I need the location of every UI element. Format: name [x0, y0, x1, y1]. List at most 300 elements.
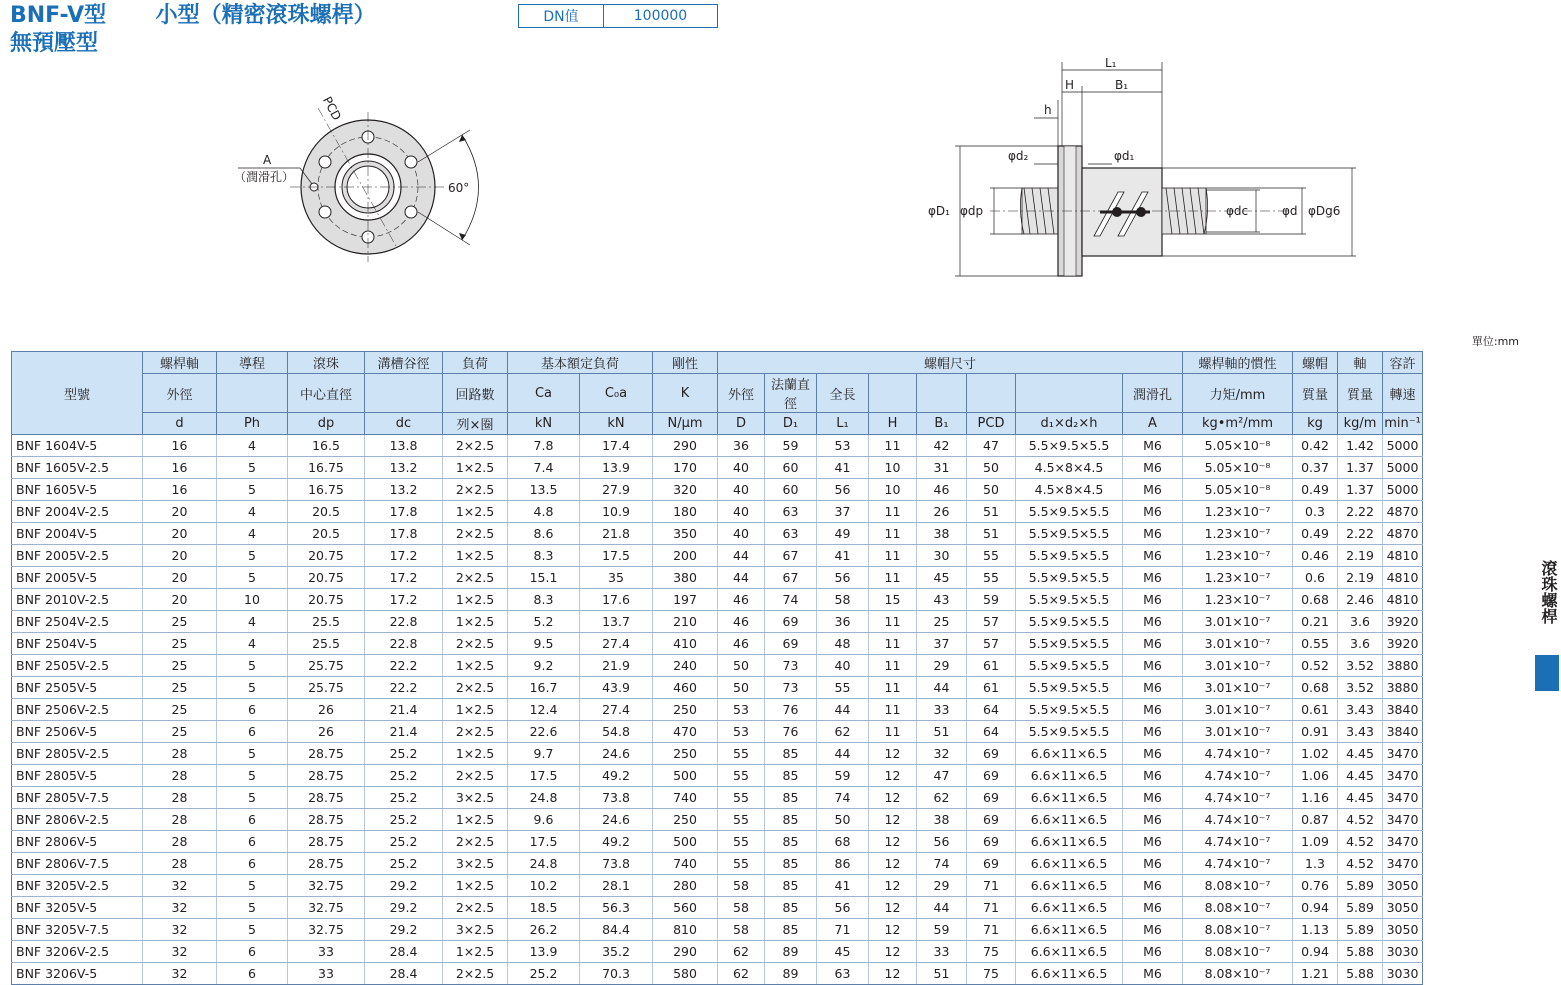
table-cell: 60 [765, 457, 817, 479]
table-cell: M6 [1123, 963, 1183, 985]
table-cell: 53 [718, 699, 765, 721]
table-cell: 29.2 [365, 919, 443, 941]
table-cell: 0.21 [1293, 611, 1338, 633]
table-cell: 0.68 [1293, 589, 1338, 611]
table-cell: 21.8 [580, 523, 653, 545]
table-cell: 46 [917, 479, 967, 501]
table-cell: 17.5 [508, 831, 580, 853]
table-cell: 5.5×9.5×5.5 [1016, 523, 1123, 545]
table-cell: 4.74×10⁻⁷ [1183, 831, 1293, 853]
table-cell: 3.01×10⁻⁷ [1183, 721, 1293, 743]
col-shaft-mass-3: kg/m [1338, 413, 1383, 435]
table-cell: 8.08×10⁻⁷ [1183, 941, 1293, 963]
table-cell: 25.2 [365, 765, 443, 787]
table-cell: 4.5×8×4.5 [1016, 457, 1123, 479]
table-cell: 11 [869, 633, 917, 655]
table-cell: 1×2.5 [443, 589, 508, 611]
table-cell: 49.2 [580, 831, 653, 853]
table-cell: 12 [869, 853, 917, 875]
col-nut-mass-3: kg [1293, 413, 1338, 435]
table-cell: 2×2.5 [443, 633, 508, 655]
table-cell: 3.43 [1338, 721, 1383, 743]
model-cell: BNF 2505V-5 [12, 677, 143, 699]
table-row [12, 435, 1423, 457]
table-cell: 6 [217, 721, 288, 743]
table-cell: 50 [967, 479, 1016, 501]
table-cell: 25.2 [365, 787, 443, 809]
table-cell: 15 [869, 589, 917, 611]
col-shaft-mass-2: 質量 [1338, 374, 1383, 413]
model-cell: BNF 2004V-2.5 [12, 501, 143, 523]
table-cell: 32.75 [288, 875, 365, 897]
table-cell: 5.5×9.5×5.5 [1016, 567, 1123, 589]
table-cell: 4.45 [1338, 765, 1383, 787]
table-cell: 2×2.5 [443, 897, 508, 919]
table-cell: 24.8 [508, 853, 580, 875]
table-cell: 28 [143, 787, 217, 809]
table-cell: 4810 [1383, 589, 1423, 611]
table-cell: 6 [217, 699, 288, 721]
table-cell: 51 [917, 721, 967, 743]
table-cell: 4 [217, 501, 288, 523]
table-cell: 56 [917, 831, 967, 853]
table-cell: 8.08×10⁻⁷ [1183, 963, 1293, 985]
dim-b1-label: B₁ [1115, 78, 1129, 92]
table-cell: 22.8 [365, 611, 443, 633]
table-row [12, 567, 1423, 589]
table-cell: 1.21 [1293, 963, 1338, 985]
col-nut-d-1: 外徑 [718, 374, 765, 413]
table-cell: 2×2.5 [443, 831, 508, 853]
table-cell: 32 [143, 875, 217, 897]
table-cell: 55 [718, 743, 765, 765]
table-cell: 3.6 [1338, 633, 1383, 655]
spec-table [11, 351, 1423, 985]
table-cell: 58 [718, 875, 765, 897]
table-cell: 62 [817, 721, 869, 743]
table-cell: 32 [143, 897, 217, 919]
table-cell: 63 [765, 523, 817, 545]
table-cell: 460 [653, 677, 718, 699]
table-cell: 5.88 [1338, 941, 1383, 963]
table-cell: 3920 [1383, 633, 1423, 655]
table-row [12, 655, 1423, 677]
table-row [12, 479, 1423, 501]
table-row [12, 523, 1423, 545]
table-cell: 62 [718, 941, 765, 963]
table-cell: 71 [817, 919, 869, 941]
table-cell: 25.2 [365, 743, 443, 765]
table-cell: 44 [817, 743, 869, 765]
table-cell: 59 [917, 919, 967, 941]
table-cell: 1×2.5 [443, 743, 508, 765]
model-series-title: BNF-V型 [10, 3, 107, 28]
table-cell: 42 [917, 435, 967, 457]
table-cell: M6 [1123, 699, 1183, 721]
table-cell: M6 [1123, 919, 1183, 941]
preload-type-subtitle: 無預壓型 [10, 31, 99, 56]
table-cell: 290 [653, 435, 718, 457]
table-cell: 35 [580, 567, 653, 589]
table-cell: 580 [653, 963, 718, 985]
col-shaft-od-1: 螺桿軸 [143, 352, 217, 374]
table-cell: 1.09 [1293, 831, 1338, 853]
col-c0a-1: C₀a [580, 374, 653, 413]
table-cell: 38 [917, 523, 967, 545]
table-cell: 56.3 [580, 897, 653, 919]
table-cell: 4.74×10⁻⁷ [1183, 809, 1293, 831]
table-cell: 2.19 [1338, 545, 1383, 567]
table-cell: 5.05×10⁻⁸ [1183, 457, 1293, 479]
col-rigidity-2: K [653, 374, 718, 413]
table-cell: 85 [765, 853, 817, 875]
table-cell: 62 [917, 787, 967, 809]
table-cell: 8.08×10⁻⁷ [1183, 897, 1293, 919]
table-cell: 27.4 [580, 633, 653, 655]
table-cell: 55 [718, 765, 765, 787]
table-cell: 200 [653, 545, 718, 567]
table-cell: M6 [1123, 567, 1183, 589]
table-cell: 0.49 [1293, 523, 1338, 545]
table-row [12, 897, 1423, 919]
table-cell: 4.74×10⁻⁷ [1183, 787, 1293, 809]
table-cell: 89 [765, 963, 817, 985]
table-cell: 28.4 [365, 963, 443, 985]
col-nut-l1-1: 全長 [817, 374, 869, 413]
dim-dc-label: φdc [1226, 204, 1249, 218]
table-cell: 12 [869, 743, 917, 765]
table-cell: 86 [817, 853, 869, 875]
table-row [12, 743, 1423, 765]
col-nut-holes-2: d₁×d₂×h [1016, 413, 1123, 435]
table-cell: 250 [653, 699, 718, 721]
table-cell: 2×2.5 [443, 721, 508, 743]
table-cell: 5000 [1383, 479, 1423, 501]
table-cell: 33 [288, 963, 365, 985]
table-row [12, 963, 1423, 985]
table-cell: 69 [765, 633, 817, 655]
table-row [12, 721, 1423, 743]
table-cell: 71 [967, 875, 1016, 897]
table-cell: 9.5 [508, 633, 580, 655]
table-cell: 10 [869, 479, 917, 501]
table-row [12, 831, 1423, 853]
table-cell: 59 [967, 589, 1016, 611]
table-cell: 85 [765, 919, 817, 941]
table-cell: 21.4 [365, 721, 443, 743]
table-cell: 57 [967, 633, 1016, 655]
col-ball-center-3: dp [288, 413, 365, 435]
table-cell: 85 [765, 743, 817, 765]
table-cell: 4.45 [1338, 743, 1383, 765]
table-cell: 41 [817, 545, 869, 567]
table-cell: 5.5×9.5×5.5 [1016, 589, 1123, 611]
table-cell: 810 [653, 919, 718, 941]
dim-l1-label: L₁ [1105, 56, 1117, 70]
col-speed-3: min⁻¹ [1383, 413, 1423, 435]
table-cell: 85 [765, 875, 817, 897]
table-cell: 40 [817, 655, 869, 677]
col-lead-1: 導程 [217, 352, 288, 374]
table-cell: 5 [217, 479, 288, 501]
col-speed-2: 轉速 [1383, 374, 1423, 413]
model-cell: BNF 2504V-5 [12, 633, 143, 655]
table-cell: 1×2.5 [443, 501, 508, 523]
table-cell: 5.05×10⁻⁸ [1183, 479, 1293, 501]
table-cell: 6.6×11×6.5 [1016, 765, 1123, 787]
model-cell: BNF 2806V-7.5 [12, 853, 143, 875]
table-cell: 25.5 [288, 611, 365, 633]
table-cell: 85 [765, 831, 817, 853]
table-row [12, 941, 1423, 963]
table-cell: 12 [869, 963, 917, 985]
table-cell: 5 [217, 457, 288, 479]
table-cell: 740 [653, 787, 718, 809]
table-cell: 3470 [1383, 743, 1423, 765]
table-cell: 1.23×10⁻⁷ [1183, 523, 1293, 545]
table-cell: 6.6×11×6.5 [1016, 853, 1123, 875]
table-cell: 64 [967, 699, 1016, 721]
table-cell: 0.49 [1293, 479, 1338, 501]
table-cell: 1.23×10⁻⁷ [1183, 545, 1293, 567]
model-cell: BNF 3206V-2.5 [12, 941, 143, 963]
table-cell: 380 [653, 567, 718, 589]
table-cell: 29.2 [365, 897, 443, 919]
table-cell: 3470 [1383, 831, 1423, 853]
table-cell: 5.05×10⁻⁸ [1183, 435, 1293, 457]
table-cell: 44 [718, 545, 765, 567]
section-side-tab[interactable]: 滾珠螺桿 [1539, 560, 1558, 624]
table-cell: 73.8 [580, 787, 653, 809]
table-cell: 17.8 [365, 523, 443, 545]
table-cell: 250 [653, 743, 718, 765]
table-cell: 61 [967, 655, 1016, 677]
table-cell: 55 [817, 677, 869, 699]
table-cell: 11 [869, 545, 917, 567]
table-cell: 28.75 [288, 765, 365, 787]
table-cell: 37 [817, 501, 869, 523]
table-cell: 18.5 [508, 897, 580, 919]
table-cell: 40 [718, 523, 765, 545]
table-row [12, 611, 1423, 633]
model-cell: BNF 2004V-5 [12, 523, 143, 545]
table-cell: 3.52 [1338, 655, 1383, 677]
col-nut-lube-1: 潤滑孔 [1123, 374, 1183, 413]
lube-hole-note: （潤滑孔） [234, 170, 295, 184]
table-cell: 7.8 [508, 435, 580, 457]
table-cell: 13.8 [365, 435, 443, 457]
table-cell: 3.01×10⁻⁷ [1183, 633, 1293, 655]
table-cell: 32.75 [288, 919, 365, 941]
table-cell: 210 [653, 611, 718, 633]
table-cell: 6.6×11×6.5 [1016, 919, 1123, 941]
table-cell: 55 [967, 567, 1016, 589]
table-cell: 28.75 [288, 831, 365, 853]
table-cell: 20.5 [288, 501, 365, 523]
series-description: 小型（精密滾珠螺桿） [155, 3, 376, 28]
col-speed-1: 容許 [1383, 352, 1423, 374]
table-cell: 500 [653, 831, 718, 853]
table-cell: 17.2 [365, 589, 443, 611]
table-cell: 11 [869, 677, 917, 699]
table-cell: 350 [653, 523, 718, 545]
table-cell: 31 [917, 457, 967, 479]
table-cell: 4870 [1383, 501, 1423, 523]
table-cell: 0.52 [1293, 655, 1338, 677]
table-cell: 24.6 [580, 809, 653, 831]
table-cell: 28.75 [288, 853, 365, 875]
col-root-dia-1: 溝槽谷徑 [365, 352, 443, 374]
table-cell: 0.3 [1293, 501, 1338, 523]
table-cell: M6 [1123, 765, 1183, 787]
table-cell: 63 [765, 501, 817, 523]
table-cell: 67 [765, 567, 817, 589]
table-cell: 85 [765, 809, 817, 831]
table-cell: 170 [653, 457, 718, 479]
model-cell: BNF 2505V-2.5 [12, 655, 143, 677]
col-nut-dims: 螺帽尺寸 [718, 352, 1183, 374]
table-cell: 16.7 [508, 677, 580, 699]
table-cell: 71 [967, 919, 1016, 941]
lube-hole-a-label: A [263, 153, 272, 167]
table-cell: 26 [917, 501, 967, 523]
table-cell: 9.6 [508, 809, 580, 831]
table-cell: 6 [217, 809, 288, 831]
table-cell: 28 [143, 853, 217, 875]
dim-d2-label: φd₂ [1008, 149, 1029, 163]
table-cell: 25.5 [288, 633, 365, 655]
col-rigidity-1: 剛性 [653, 352, 718, 374]
table-cell: 4.74×10⁻⁷ [1183, 765, 1293, 787]
table-cell: 3470 [1383, 853, 1423, 875]
table-cell: 13.9 [508, 941, 580, 963]
table-cell: 64 [967, 721, 1016, 743]
table-cell: 4810 [1383, 545, 1423, 567]
col-nut-b1-1 [917, 374, 967, 413]
table-cell: 240 [653, 655, 718, 677]
table-cell: M6 [1123, 941, 1183, 963]
col-root-dia-3: dc [365, 413, 443, 435]
table-cell: 25 [143, 611, 217, 633]
table-cell: 25.75 [288, 655, 365, 677]
table-row [12, 633, 1423, 655]
table-cell: 32 [143, 941, 217, 963]
section-side-marker [1535, 655, 1559, 691]
table-cell: 5.5×9.5×5.5 [1016, 633, 1123, 655]
table-cell: 74 [917, 853, 967, 875]
table-cell: 4.74×10⁻⁷ [1183, 743, 1293, 765]
table-cell: 6.6×11×6.5 [1016, 941, 1123, 963]
table-cell: 20 [143, 567, 217, 589]
table-cell: 6 [217, 963, 288, 985]
table-cell: 9.2 [508, 655, 580, 677]
table-cell: 55 [718, 787, 765, 809]
table-cell: 12 [869, 919, 917, 941]
table-cell: 1.23×10⁻⁷ [1183, 589, 1293, 611]
table-cell: 26 [288, 721, 365, 743]
technical-drawing [0, 0, 1561, 330]
table-cell: 5000 [1383, 457, 1423, 479]
col-nut-holes-1 [1016, 374, 1123, 413]
table-cell: M6 [1123, 633, 1183, 655]
table-cell: 0.91 [1293, 721, 1338, 743]
table-cell: 8.3 [508, 589, 580, 611]
table-cell: 5.5×9.5×5.5 [1016, 655, 1123, 677]
table-cell: 43.9 [580, 677, 653, 699]
table-cell: 6.6×11×6.5 [1016, 787, 1123, 809]
table-cell: M6 [1123, 809, 1183, 831]
table-cell: 5 [217, 677, 288, 699]
table-cell: 28 [143, 831, 217, 853]
table-cell: 21.4 [365, 699, 443, 721]
table-cell: 26 [288, 699, 365, 721]
table-cell: 27.4 [580, 699, 653, 721]
table-cell: M6 [1123, 479, 1183, 501]
table-cell: 2×2.5 [443, 479, 508, 501]
table-cell: 25 [917, 611, 967, 633]
table-cell: 11 [869, 523, 917, 545]
table-cell: M6 [1123, 875, 1183, 897]
table-cell: 5 [217, 743, 288, 765]
dn-value: 100000 [633, 8, 688, 24]
table-cell: 2.19 [1338, 567, 1383, 589]
col-circuits-1: 負荷 [443, 352, 508, 374]
table-cell: 3880 [1383, 655, 1423, 677]
table-cell: 17.5 [580, 545, 653, 567]
pcd-label: PCD [319, 94, 344, 123]
table-cell: M6 [1123, 831, 1183, 853]
table-cell: 41 [817, 457, 869, 479]
col-inertia-3: kg•m²/mm [1183, 413, 1293, 435]
table-cell: 47 [917, 765, 967, 787]
table-cell: 5000 [1383, 435, 1423, 457]
table-cell: 25 [143, 721, 217, 743]
table-cell: 13.5 [508, 479, 580, 501]
table-cell: 5 [217, 655, 288, 677]
table-cell: 5 [217, 875, 288, 897]
table-cell: 25.2 [365, 831, 443, 853]
table-cell: 2.22 [1338, 523, 1383, 545]
col-inertia-1: 螺桿軸的慣性 [1183, 352, 1293, 374]
col-rigidity-3: N/μm [653, 413, 718, 435]
table-row [12, 545, 1423, 567]
table-cell: 250 [653, 809, 718, 831]
table-cell: 89 [765, 941, 817, 963]
table-cell: 0.46 [1293, 545, 1338, 567]
table-cell: 20 [143, 545, 217, 567]
front-view-drawing [238, 108, 479, 262]
table-cell: 5.5×9.5×5.5 [1016, 611, 1123, 633]
table-cell: 53 [817, 435, 869, 457]
table-cell: 29.2 [365, 875, 443, 897]
table-cell: 84.4 [580, 919, 653, 941]
table-cell: 22.2 [365, 677, 443, 699]
table-cell: 57 [967, 611, 1016, 633]
table-cell: 6.6×11×6.5 [1016, 897, 1123, 919]
model-cell: BNF 3205V-7.5 [12, 919, 143, 941]
table-cell: 4 [217, 523, 288, 545]
table-cell: 5 [217, 765, 288, 787]
col-nut-l1-2: L₁ [817, 413, 869, 435]
table-cell: 470 [653, 721, 718, 743]
table-cell: 17.6 [580, 589, 653, 611]
model-cell: BNF 2506V-5 [12, 721, 143, 743]
table-cell: 58 [718, 919, 765, 941]
table-cell: 56 [817, 479, 869, 501]
table-cell: 59 [765, 435, 817, 457]
table-cell: 500 [653, 765, 718, 787]
table-cell: 11 [869, 721, 917, 743]
